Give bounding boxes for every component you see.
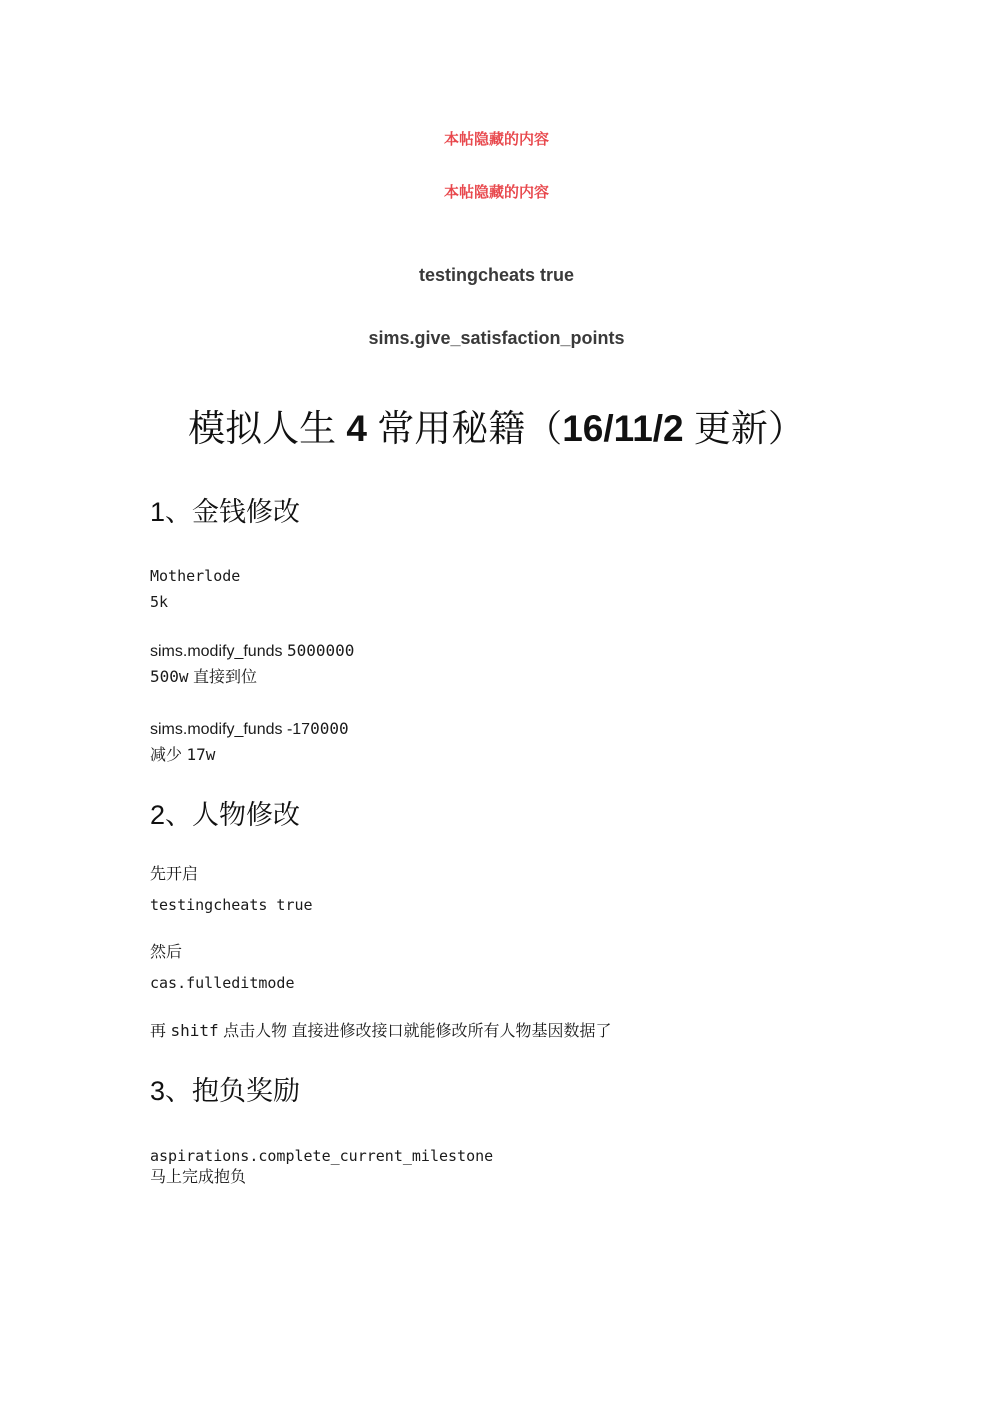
modify-funds-line	[150, 640, 354, 663]
then-text: 然后	[150, 944, 183, 961]
reduce-funds-text: 减少	[150, 747, 183, 764]
instruction-prefix: 再	[150, 1023, 167, 1040]
motherlode-description: 5k	[150, 593, 169, 611]
reduce-funds-amount: 17w	[186, 745, 216, 764]
page-title	[0, 405, 993, 453]
title-part-2: 常用秘籍（	[377, 408, 563, 449]
reduce-funds-value-suffix: 0000	[310, 719, 349, 738]
section-heading-character: 2、人物修改	[150, 800, 301, 830]
motherlode-command: Motherlode	[150, 567, 241, 585]
aspiration-command: aspirations.complete_current_milestone	[150, 1147, 494, 1165]
title-date: 16/11/2	[562, 408, 684, 449]
fulleditmode-line: cas.fulleditmode	[150, 974, 295, 992]
title-number: 4	[346, 408, 367, 449]
modify-funds-value: 5000000	[286, 641, 355, 660]
reduce-funds-command: sims.modify_funds	[150, 721, 283, 738]
satisfaction-points-command: sims.give_satisfaction_points	[368, 328, 625, 348]
reduce-funds-line	[150, 718, 349, 741]
instruction-rest: 点击人物 直接进修改接口就能修改所有人物基因数据了	[223, 1023, 612, 1040]
section-heading-money: 1、金钱修改	[150, 497, 301, 527]
testingcheats-line: testingcheats true	[150, 896, 313, 914]
modify-funds-description	[150, 666, 257, 689]
hidden-content-note: 本帖隐藏的内容	[443, 184, 549, 201]
reduce-funds-description	[150, 744, 215, 767]
instruction-key: shitf	[170, 1021, 219, 1040]
shift-click-instruction	[150, 1020, 612, 1043]
testingcheats-command: testingcheats true	[418, 265, 575, 285]
reduce-funds-value-prefix: -17	[286, 721, 311, 738]
aspiration-description: 马上完成抱负	[150, 1169, 247, 1186]
title-part-1: 模拟人生	[188, 408, 337, 449]
hidden-content-note: 本帖隐藏的内容	[443, 131, 549, 148]
modify-funds-command: sims.modify_funds	[150, 643, 283, 660]
modify-funds-text: 直接到位	[192, 669, 257, 686]
first-enable-text: 先开启	[150, 866, 199, 883]
section-heading-aspiration: 3、抱负奖励	[150, 1076, 301, 1106]
modify-funds-amount: 500w	[150, 667, 189, 686]
title-part-3: 更新）	[693, 408, 805, 449]
